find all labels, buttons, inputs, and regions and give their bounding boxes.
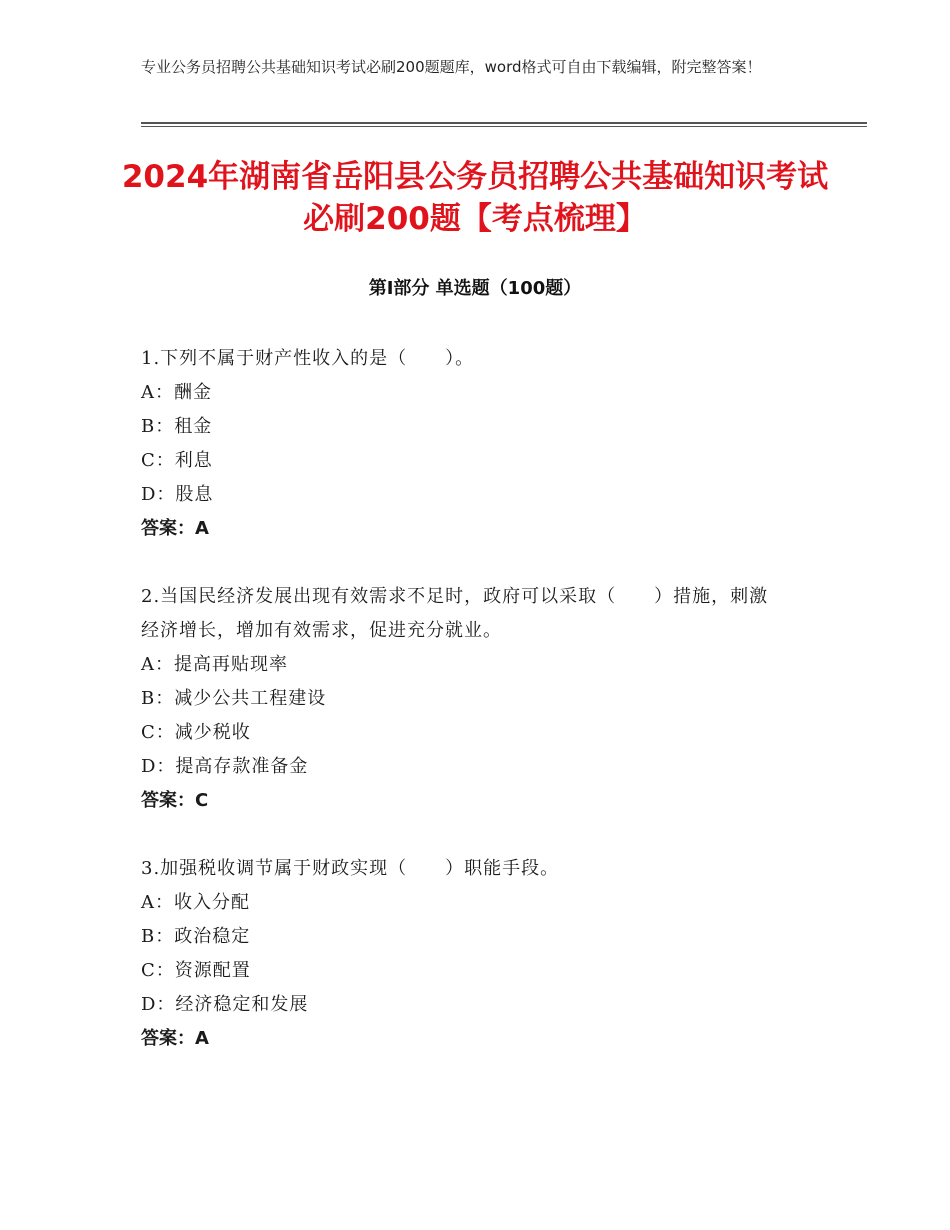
option-c: C：资源配置 xyxy=(141,960,251,981)
answer-line: 答案：C xyxy=(141,790,209,811)
option-b: B：租金 xyxy=(141,416,213,437)
question-list xyxy=(141,342,781,1090)
document-title: 2024年湖南省岳阳县公务员招聘公共基础知识考试必刷200题【考点梳理】 xyxy=(121,159,829,237)
option-d: D：经济稳定和发展 xyxy=(141,994,309,1015)
option-b: B：政治稳定 xyxy=(141,926,251,947)
question-1 xyxy=(141,342,781,546)
question-3 xyxy=(141,852,781,1056)
header-rule-thin xyxy=(141,126,867,127)
question-2 xyxy=(141,580,781,818)
header-note: 专业公务员招聘公共基础知识考试必刷200题题库，word格式可自由下载编辑，附完整答案！ xyxy=(141,58,762,76)
answer-line: 答案：A xyxy=(141,518,209,539)
option-b: B：减少公共工程建设 xyxy=(141,688,327,709)
header-rule-thick xyxy=(141,122,867,124)
option-c: C：减少税收 xyxy=(141,722,251,743)
question-stem: 3.加强税收调节属于财政实现（ ）职能手段。 xyxy=(141,858,560,879)
question-stem: 2.当国民经济发展出现有效需求不足时，政府可以采取（ ）措施，刺激经济增长，增加有效需求，促进充分就业。 xyxy=(141,586,769,641)
answer-line: 答案：A xyxy=(141,1028,209,1049)
option-c: C：利息 xyxy=(141,450,213,471)
option-a: A：酬金 xyxy=(141,382,212,403)
question-stem: 1.下列不属于财产性收入的是（ ）。 xyxy=(141,348,475,369)
option-a: A：提高再贴现率 xyxy=(141,654,288,675)
section-heading: 第Ⅰ部分 单选题（100题） xyxy=(368,278,582,299)
option-a: A：收入分配 xyxy=(141,892,250,913)
option-d: D：股息 xyxy=(141,484,214,505)
option-d: D：提高存款准备金 xyxy=(141,756,309,777)
